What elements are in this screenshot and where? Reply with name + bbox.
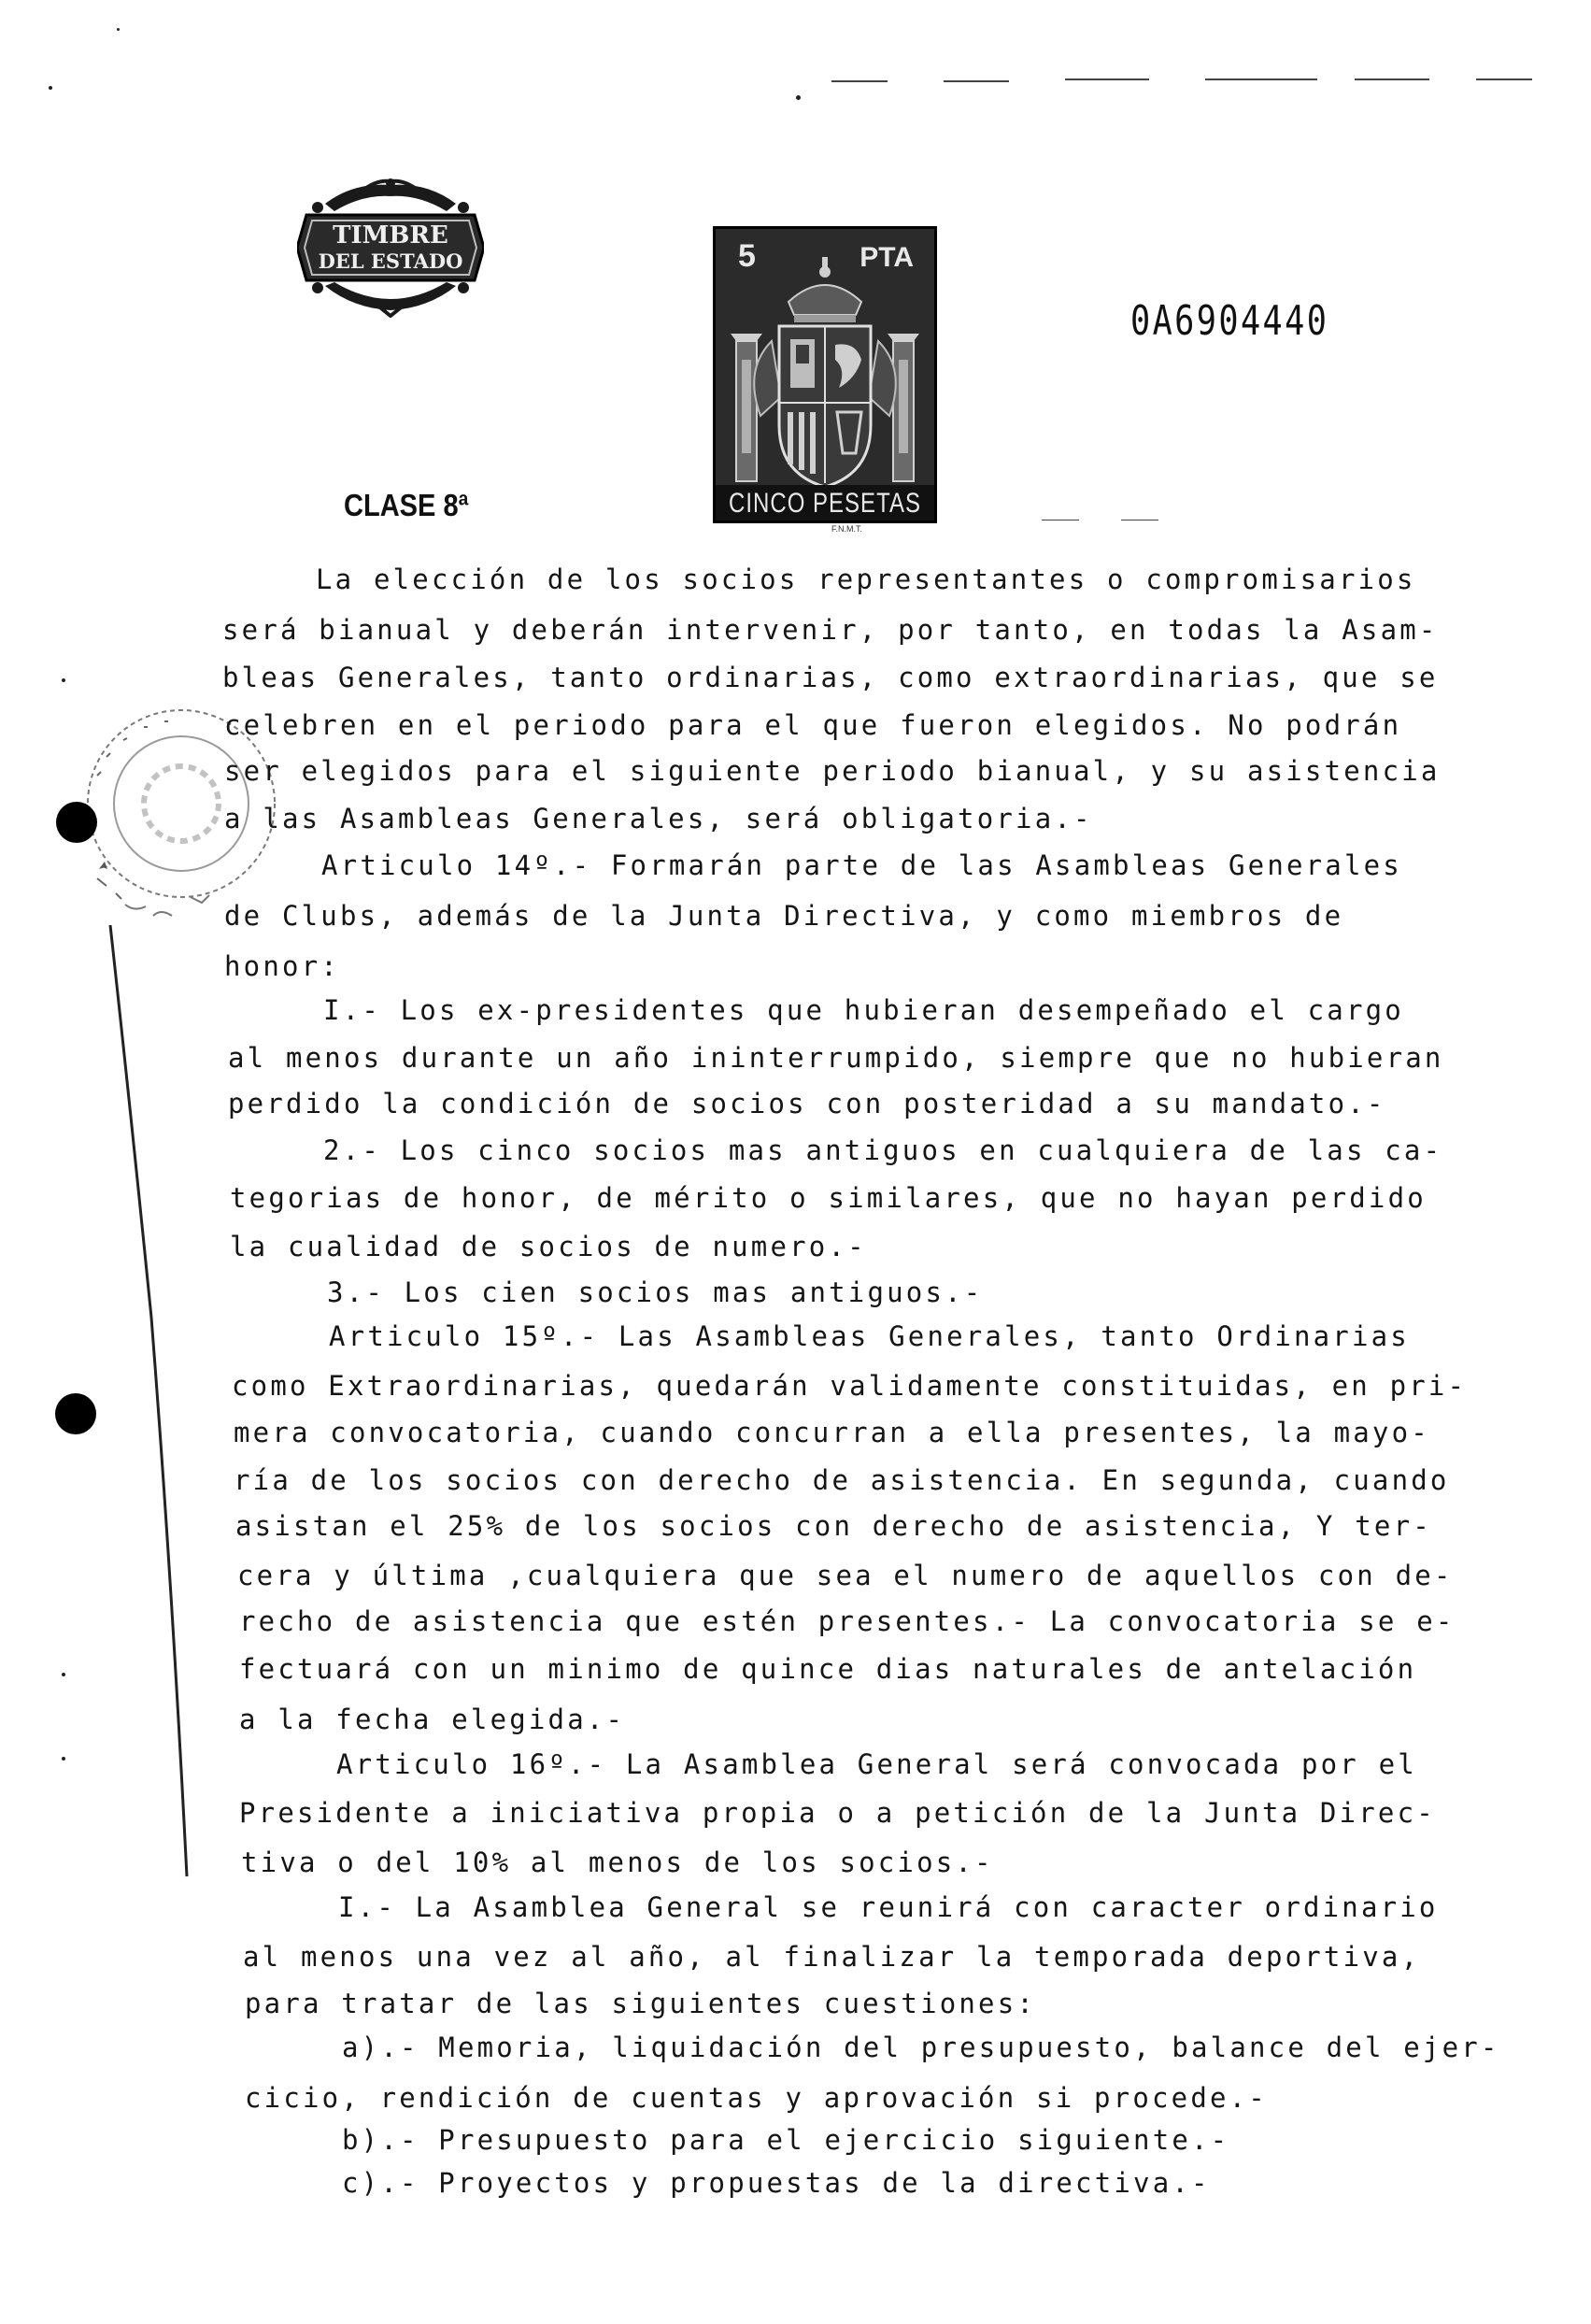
stamp-serial-number: 0A6904440	[1130, 297, 1329, 345]
text-line: honor:	[224, 950, 340, 982]
text-line: a las Asambleas Generales, será obligatoria.-	[224, 803, 1093, 834]
text-line: a la fecha elegida.-	[239, 1704, 626, 1735]
text-line: para tratar de las siguientes cuestiones:	[245, 1988, 1037, 2019]
scan-dash	[1205, 78, 1317, 80]
text-line: perdido la condición de socios con posteridad a su mandato.-	[228, 1088, 1386, 1119]
text-line: Presidente a iniciativa propia o a petición de la Junta Direc-	[239, 1797, 1436, 1829]
stamp-value: 5	[738, 238, 756, 274]
text-line: de Clubs, además de la Junta Directiva, y como miembros de	[224, 900, 1344, 932]
timbre-seal-icon	[297, 178, 484, 318]
text-line: cera y última ,cualquiera que sea el numero de aquellos con de-	[237, 1560, 1454, 1591]
text-line: 3.- Los cien socios mas antiguos.-	[327, 1276, 984, 1308]
scan-dash	[1065, 78, 1149, 80]
margin-pen-line	[93, 925, 206, 1878]
scan-dash	[1476, 78, 1532, 80]
text-line: recho de asistencia que estén presentes.- La convocatoria se e-	[239, 1605, 1456, 1637]
text-line: tiva o del 10% al menos de los socios.-	[241, 1846, 994, 1878]
scan-speck	[62, 1673, 65, 1676]
text-line: la cualidad de socios de numero.-	[230, 1231, 867, 1262]
text-line: tegorias de honor, de mérito o similares, que no hayan perdido	[230, 1182, 1427, 1214]
text-line: ría de los socios con derecho de asistencia. En segunda, cuando	[234, 1464, 1450, 1496]
scan-dash	[831, 80, 888, 82]
scan-dash	[1355, 78, 1429, 80]
text-line: celebren en el periodo para el que fueron elegidos. No podrán	[224, 709, 1402, 741]
text-line: 2.- Los cinco socios mas antiguos en cualquiera de las ca-	[323, 1134, 1443, 1166]
svg-text:DEL ESTADO: DEL ESTADO	[318, 250, 463, 273]
stamp-class: CLASE 8ª	[344, 488, 469, 522]
text-line: será bianual y deberán intervenir, por tanto, en todas la Asam-	[222, 614, 1439, 646]
scan-speck	[796, 95, 801, 100]
text-line: b).- Presupuesto para el ejercicio siguiente.-	[342, 2124, 1230, 2156]
text-line: I.- Los ex-presidentes que hubieran desempeñado el cargo	[323, 994, 1404, 1026]
text-line: a).- Memoria, liquidación del presupuesto, balance del ejer-	[342, 2032, 1500, 2063]
scan-speck	[62, 1757, 65, 1761]
text-line: Articulo 15º.- Las Asambleas Generales, tanto Ordinarias	[329, 1320, 1410, 1352]
scan-dash	[944, 80, 1009, 82]
stamp-caption: CINCO PESETAS	[729, 487, 921, 520]
scan-speck	[49, 86, 52, 90]
text-line: La elección de los socios representantes o compromisarios	[316, 563, 1416, 595]
text-line: Articulo 14º.- Formarán parte de las Asambleas Generales	[321, 849, 1402, 881]
revenue-stamp	[713, 226, 937, 523]
text-line: al menos durante un año ininterrumpido, siempre que no hubieran	[228, 1042, 1444, 1074]
text-line: asistan el 25% de los socios con derecho de asistencia, Y ter-	[235, 1510, 1432, 1542]
text-line: ser elegidos para el siguiente periodo bianual, y su asistencia	[224, 755, 1441, 787]
text-line: Articulo 16º.- La Asamblea General será convocada por el	[336, 1748, 1417, 1780]
text-line: bleas Generales, tanto ordinarias, como extraordinarias, que se	[222, 662, 1439, 693]
svg-text:TIMBRE: TIMBRE	[333, 221, 448, 250]
text-line: como Extraordinarias, quedarán validamente constituidas, en pri-	[232, 1370, 1468, 1402]
text-line: c).- Proyectos y propuestas de la directiva.-	[342, 2167, 1211, 2199]
stamp-printer-mark: F.N.M.T.	[831, 524, 862, 534]
text-line: al menos una vez al año, al finalizar la temporada deportiva,	[243, 1941, 1421, 1973]
punch-hole-icon	[55, 1393, 96, 1434]
punch-hole-icon	[56, 802, 97, 843]
text-line: fectuará con un minimo de quince dias naturales de antelación	[239, 1653, 1417, 1685]
stamp-currency: PTA	[859, 242, 914, 273]
text-line: mera convocatoria, cuando concurran a ella presentes, la mayo-	[234, 1417, 1430, 1448]
scan-speck	[117, 28, 120, 31]
text-line: cicio, rendición de cuentas y aprovación si procede.-	[245, 2082, 1268, 2114]
text-line: I.- La Asamblea General se reunirá con caracter ordinario	[338, 1891, 1439, 1923]
